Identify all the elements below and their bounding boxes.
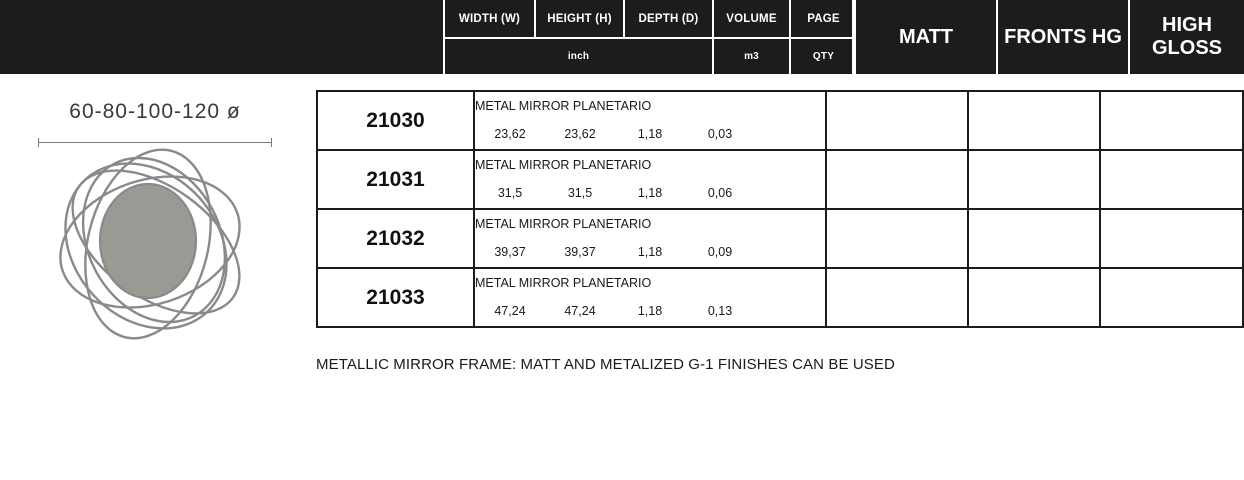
table-row[interactable] <box>317 91 1243 150</box>
footer-note: METALLIC MIRROR FRAME: MATT AND METALIZED G-1 FINISHES CAN BE USED <box>316 356 895 373</box>
product-volume: 0,13 <box>707 304 733 318</box>
product-detail-block <box>475 269 825 326</box>
product-page-qty <box>755 119 825 149</box>
header-page: PAGE <box>789 0 856 37</box>
product-volume: 0,09 <box>707 245 733 259</box>
product-depth: 1,18 <box>637 186 663 200</box>
product-depth: 1,18 <box>637 127 663 141</box>
header-finish-matt: MATT <box>854 0 996 74</box>
product-height: 31,5 <box>567 186 593 200</box>
header-metrics-group <box>443 0 854 74</box>
finish-matt-cell[interactable] <box>826 268 968 327</box>
product-figure <box>10 100 300 350</box>
table-row[interactable] <box>317 268 1243 327</box>
finish-fronts-hg-cell[interactable] <box>968 91 1100 150</box>
product-detail-block <box>475 151 825 208</box>
product-height: 47,24 <box>564 304 596 318</box>
header-volume: VOLUME <box>712 0 789 37</box>
product-description: METAL MIRROR PLANETARIO <box>475 275 652 290</box>
product-code: 21031 <box>317 150 474 209</box>
table-row[interactable] <box>317 150 1243 209</box>
product-width: 47,24 <box>494 304 526 318</box>
finish-high-gloss-cell[interactable] <box>1100 91 1243 150</box>
mirror-illustration-icon <box>30 142 280 347</box>
finish-high-gloss-cell[interactable] <box>1100 150 1243 209</box>
diameter-label: 60-80-100-120 ø <box>69 100 241 123</box>
product-width: 31,5 <box>497 186 523 200</box>
header-metrics-units <box>445 37 852 74</box>
table-row[interactable] <box>317 209 1243 268</box>
product-width: 23,62 <box>494 127 526 141</box>
product-description: METAL MIRROR PLANETARIO <box>475 157 652 172</box>
finish-matt-cell[interactable] <box>826 209 968 268</box>
product-height: 39,37 <box>564 245 596 259</box>
header-left-blank <box>0 0 443 74</box>
product-code: 21030 <box>317 91 474 150</box>
product-depth: 1,18 <box>637 304 663 318</box>
header-metrics-labels <box>445 0 852 37</box>
product-depth: 1,18 <box>637 245 663 259</box>
product-description: METAL MIRROR PLANETARIO <box>475 98 652 113</box>
product-page-qty <box>755 296 825 326</box>
header-height: HEIGHT (H) <box>534 0 623 37</box>
product-height: 23,62 <box>564 127 596 141</box>
header-finish-fronts-hg: FRONTS HG <box>996 0 1128 74</box>
product-description: METAL MIRROR PLANETARIO <box>475 216 652 231</box>
product-page-qty <box>755 178 825 208</box>
finish-matt-cell[interactable] <box>826 91 968 150</box>
product-volume: 0,03 <box>707 127 733 141</box>
header-width: WIDTH (W) <box>458 12 521 25</box>
finish-matt-cell[interactable] <box>826 150 968 209</box>
product-table <box>316 90 1244 328</box>
product-code: 21032 <box>317 209 474 268</box>
finish-fronts-hg-cell[interactable] <box>968 268 1100 327</box>
header-unit-m3: m3 <box>712 39 789 74</box>
header-depth: DEPTH (D) <box>623 0 712 37</box>
header-finish-high-gloss: HIGH GLOSS <box>1128 0 1244 74</box>
finish-fronts-hg-cell[interactable] <box>968 150 1100 209</box>
product-detail-block <box>475 210 825 267</box>
finish-fronts-hg-cell[interactable] <box>968 209 1100 268</box>
table-header-band <box>0 0 1244 74</box>
finish-high-gloss-cell[interactable] <box>1100 209 1243 268</box>
product-code: 21033 <box>317 268 474 327</box>
product-page-qty <box>755 237 825 267</box>
finish-high-gloss-cell[interactable] <box>1100 268 1243 327</box>
product-detail-block <box>475 92 825 149</box>
header-unit-qty: QTY <box>789 39 856 74</box>
product-volume: 0,06 <box>707 186 733 200</box>
header-unit-inch: inch <box>567 51 590 62</box>
product-width: 39,37 <box>494 245 526 259</box>
